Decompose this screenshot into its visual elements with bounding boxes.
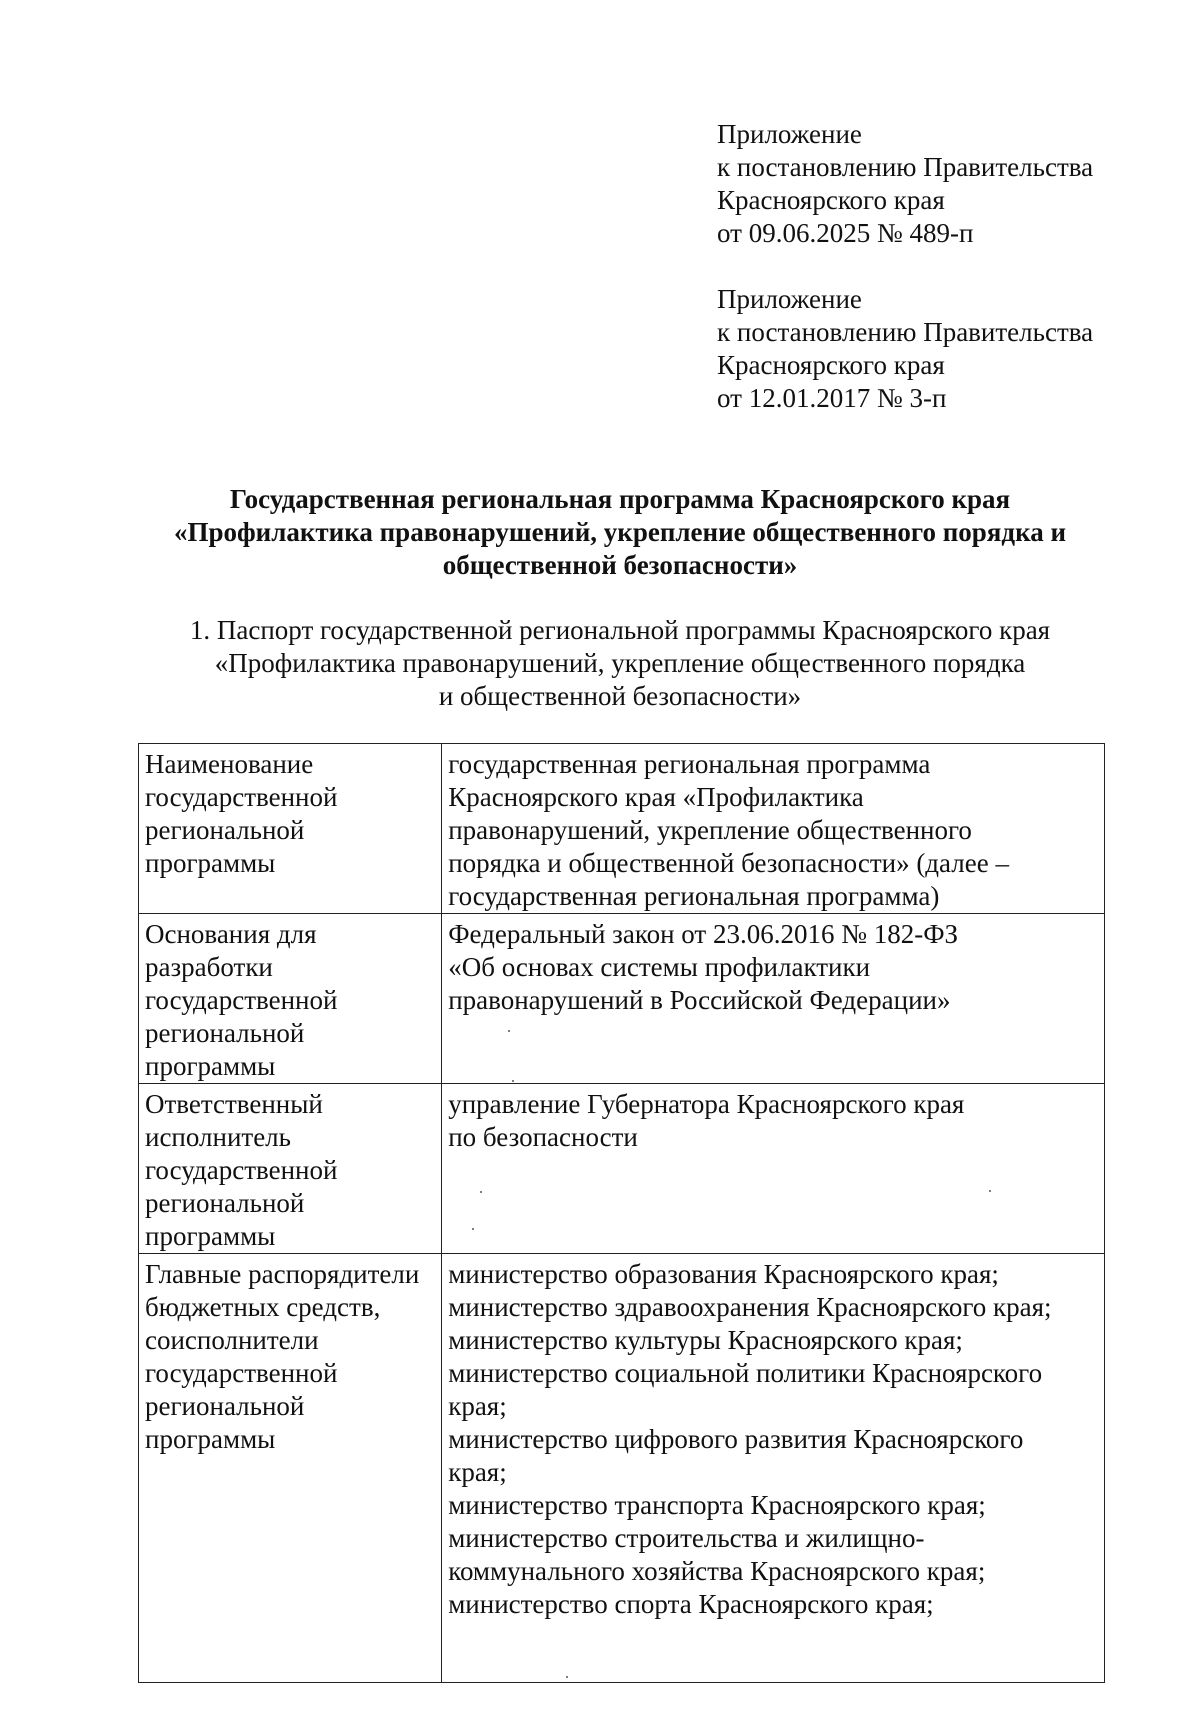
value-line: министерство цифрового развития Красноярского — [448, 1424, 1024, 1454]
appendix-line: Приложение — [717, 284, 862, 314]
appendix-header-original — [717, 283, 1093, 415]
section-heading-line: 1. Паспорт государственной региональной программы Красноярского края — [189, 615, 1051, 645]
label-line: государственной — [145, 985, 338, 1015]
value-line: министерство социальной политики Красноярского — [448, 1358, 1043, 1388]
appendix-line: Красноярского края — [717, 350, 945, 380]
label-line: исполнитель — [145, 1122, 291, 1152]
value-line: Федеральный закон от 23.06.2016 № 182-ФЗ — [448, 919, 959, 949]
value-line: государственная региональная программа — [448, 749, 931, 779]
label-line: Наименование — [145, 749, 314, 779]
label-line: Основания для — [145, 919, 317, 949]
section-heading — [140, 614, 1100, 713]
scan-speck — [512, 1080, 514, 1082]
scan-speck — [508, 1030, 510, 1032]
value-line: края; — [448, 1457, 507, 1487]
value-line: министерство строительства и жилищно- — [448, 1523, 925, 1553]
label-line: региональной — [145, 815, 305, 845]
scan-speck — [989, 1190, 991, 1192]
row-value-cell — [442, 1254, 1105, 1683]
appendix-line: к постановлению Правительства — [717, 152, 1094, 182]
label-line: Ответственный — [145, 1089, 323, 1119]
row-value-cell — [442, 744, 1105, 914]
row-value-cell — [442, 914, 1105, 1084]
value-line: министерство транспорта Красноярского края; — [448, 1490, 986, 1520]
value-line: по безопасности — [448, 1122, 638, 1152]
program-passport-table — [138, 743, 1105, 1683]
value-line: «Об основах системы профилактики — [448, 952, 871, 982]
row-value-cell — [442, 1084, 1105, 1254]
title-line: Государственная региональная программа Красноярского края — [229, 484, 1011, 514]
appendix-date-number: от 09.06.2025 № 489-п — [717, 218, 974, 248]
appendix-header-current — [717, 118, 1093, 250]
label-line: программы — [145, 1051, 276, 1081]
row-label-cell — [139, 1254, 442, 1683]
row-label-cell — [139, 914, 442, 1084]
value-line: министерство спорта Красноярского края; — [448, 1589, 934, 1619]
appendix-date-number: от 12.01.2017 № 3-п — [717, 383, 947, 413]
scan-speck — [566, 1676, 568, 1678]
value-line: правонарушений в Российской Федерации» — [448, 985, 951, 1015]
label-line: программы — [145, 1424, 276, 1454]
label-line: программы — [145, 848, 276, 878]
title-line: «Профилактика правонарушений, укрепление общественного порядка и — [173, 517, 1067, 547]
label-line: региональной — [145, 1391, 305, 1421]
appendix-line: к постановлению Правительства — [717, 317, 1094, 347]
value-line: Красноярского края «Профилактика — [448, 782, 864, 812]
section-heading-line: и общественной безопасности» — [438, 681, 802, 711]
label-line: региональной — [145, 1188, 305, 1218]
value-line: министерство культуры Красноярского края; — [448, 1325, 963, 1355]
value-line: правонарушений, укрепление общественного — [448, 815, 972, 845]
value-line: края; — [448, 1391, 507, 1421]
label-line: государственной — [145, 1155, 338, 1185]
scan-speck — [472, 1228, 474, 1230]
label-line: соисполнители — [145, 1325, 319, 1355]
table-row — [139, 744, 1105, 914]
value-line: управление Губернатора Красноярского края — [448, 1089, 965, 1119]
table-row — [139, 1084, 1105, 1254]
section-heading-line: «Профилактика правонарушений, укрепление общественного порядка — [214, 648, 1026, 678]
appendix-line: Красноярского края — [717, 185, 945, 215]
label-line: Главные распорядители — [145, 1259, 420, 1289]
scan-speck — [480, 1191, 482, 1193]
value-line: порядка и общественной безопасности» (далее – — [448, 848, 1009, 878]
value-line: государственная региональная программа) — [448, 881, 940, 911]
value-line: коммунального хозяйства Красноярского края; — [448, 1556, 986, 1586]
document-title — [140, 483, 1100, 582]
label-line: государственной — [145, 782, 338, 812]
label-line: бюджетных средств, — [145, 1292, 381, 1322]
label-line: региональной — [145, 1018, 305, 1048]
value-line: министерство образования Красноярского края; — [448, 1259, 999, 1289]
table-row — [139, 1254, 1105, 1683]
table-row — [139, 914, 1105, 1084]
label-line: программы — [145, 1221, 276, 1251]
value-line: министерство здравоохранения Красноярского края; — [448, 1292, 1052, 1322]
row-label-cell — [139, 744, 442, 914]
title-line: общественной безопасности» — [442, 550, 798, 580]
label-line: разработки — [145, 952, 273, 982]
label-line: государственной — [145, 1358, 338, 1388]
row-label-cell — [139, 1084, 442, 1254]
appendix-line: Приложение — [717, 119, 862, 149]
